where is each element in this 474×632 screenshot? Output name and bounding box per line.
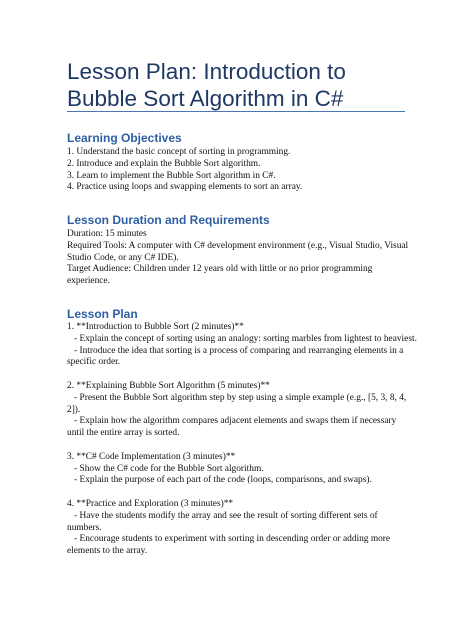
duration-line: Duration: 15 minutes [67,229,147,239]
duration-heading: Lesson Duration and Requirements [67,213,270,227]
plan-line: 3. **C# Code Implementation (3 minutes)** [67,451,236,462]
plan-spacer [67,487,412,499]
plan-line: until the entire array is sorted. [67,428,180,439]
duration-line: Studio Code, or any C# IDE). [67,252,179,263]
plan-line: - Have the students modify the array and see the result of sorting different sets of [67,510,378,521]
objectives-heading: Learning Objectives [67,131,182,145]
plan-line: 2]). [67,404,81,415]
duration-line: experience. [67,276,110,287]
plan-line: - Present the Bubble Sort algorithm step by step using a simple example (e.g., [5, 3, 8, 4, [67,392,407,403]
title-underline [67,111,405,112]
plan-line: specific order. [67,357,121,368]
plan-line: - Encourage students to experiment with sorting in descending order or adding more [67,534,391,545]
objective-line: 2. Introduce and explain the Bubble Sort algorithm. [67,158,261,169]
plan-text [67,322,417,558]
plan-line: elements to the array. [67,546,148,557]
duration-line: Target Audience: Children under 12 years old with little or no prior programming [67,264,373,275]
plan-line: 2. **Explaining Bubble Sort Algorithm (5 minutes)** [67,380,270,391]
plan-line: - Explain how the algorithm compares adjacent elements and swaps them if necessary [67,416,397,427]
plan-line: 4. **Practice and Exploration (3 minutes)** [67,498,234,509]
plan-heading: Lesson Plan [67,307,138,321]
plan-line: numbers. [67,522,102,533]
duration-text [67,229,412,288]
objectives-list [67,147,412,194]
plan-spacer [67,369,412,381]
plan-line: 1. **Introduction to Bubble Sort (2 minutes)** [67,322,244,332]
objective-line: 1. Understand the basic concept of sorting in programming. [67,147,291,157]
objective-line: 3. Learn to implement the Bubble Sort algorithm in C#. [67,170,276,181]
plan-line: - Explain the concept of sorting using an analogy: sorting marbles from lightest to heaviest. [67,333,417,344]
objective-line: 4. Practice using loops and swapping elements to sort an array. [67,182,303,193]
plan-line: - Explain the purpose of each part of the code (loops, comparisons, and swaps). [67,475,372,486]
duration-line: Required Tools: A computer with C# development environment (e.g., Visual Studio, Visual [67,240,409,251]
plan-line: - Introduce the idea that sorting is a process of comparing and rearranging elements in a [67,345,404,356]
plan-line: - Show the C# code for the Bubble Sort algorithm. [67,463,264,474]
document-title: Lesson Plan: Introduction to Bubble Sort Algorithm in C# [67,59,346,111]
plan-spacer [67,440,412,452]
